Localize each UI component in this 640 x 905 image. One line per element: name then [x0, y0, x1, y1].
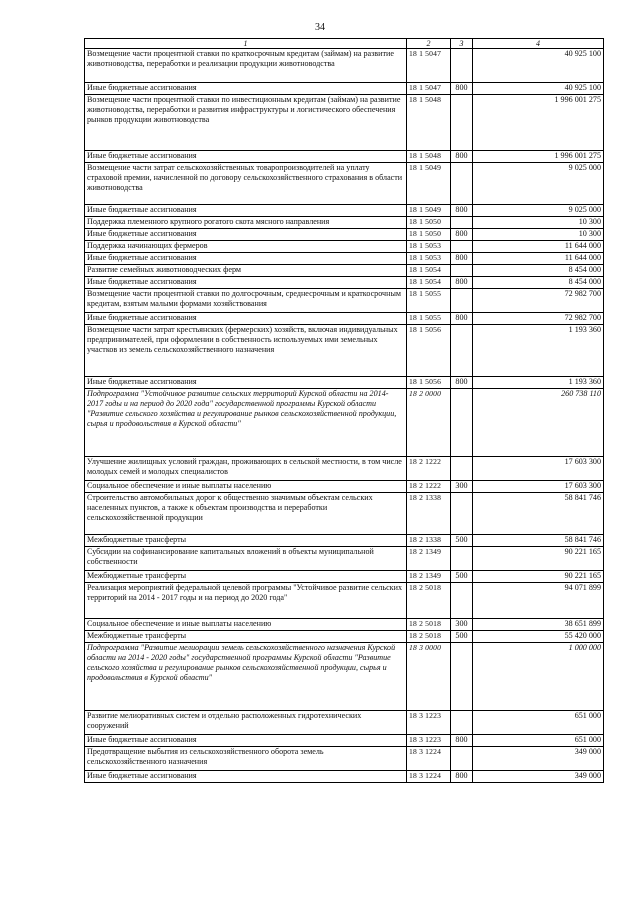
row-name: Развитие семейных животноводческих ферм [85, 265, 407, 277]
table-row [85, 571, 604, 583]
row-name: Предотвращение выбытия из сельскохозяйственного оборота земель сельскохозяйственного назначения [85, 747, 407, 771]
table-row [85, 205, 604, 217]
row-expense-type [451, 583, 473, 619]
row-target-code: 18 1 5047 [407, 49, 451, 83]
row-name: Иные бюджетные ассигнования [85, 771, 407, 783]
row-amount: 40 925 100 [473, 49, 604, 83]
row-name: Поддержка племенного крупного рогатого скота мясного направления [85, 217, 407, 229]
row-expense-type [451, 457, 473, 481]
row-target-code: 18 3 1223 [407, 735, 451, 747]
table-row [85, 535, 604, 547]
row-amount: 8 454 000 [473, 277, 604, 289]
row-name: Иные бюджетные ассигнования [85, 229, 407, 241]
table-row [85, 389, 604, 457]
row-expense-type [451, 95, 473, 151]
table-row [85, 289, 604, 313]
row-name: Иные бюджетные ассигнования [85, 377, 407, 389]
table-row [85, 583, 604, 619]
row-amount: 651 000 [473, 735, 604, 747]
table-row [85, 457, 604, 481]
row-expense-type: 800 [451, 735, 473, 747]
row-target-code: 18 1 5055 [407, 313, 451, 325]
table-header-row [85, 39, 604, 49]
row-amount: 651 000 [473, 711, 604, 735]
row-amount: 9 025 000 [473, 163, 604, 205]
row-expense-type: 500 [451, 535, 473, 547]
table-row [85, 619, 604, 631]
table-row [85, 241, 604, 253]
row-expense-type: 800 [451, 229, 473, 241]
row-expense-type: 800 [451, 253, 473, 265]
row-amount: 90 221 165 [473, 571, 604, 583]
row-target-code: 18 1 5053 [407, 253, 451, 265]
row-target-code: 18 2 1338 [407, 535, 451, 547]
row-amount: 1 996 001 275 [473, 95, 604, 151]
row-name: Иные бюджетные ассигнования [85, 205, 407, 217]
row-amount: 349 000 [473, 747, 604, 771]
row-expense-type: 500 [451, 571, 473, 583]
table-row [85, 217, 604, 229]
row-expense-type [451, 289, 473, 313]
row-name: Возмещение части затрат крестьянских (фермерских) хозяйств, включая индивидуальных предпринимателей, при оформлении в собственность используемых ими земельных участков из земель сельскохозяйственного назначения [85, 325, 407, 377]
row-amount: 1 193 360 [473, 325, 604, 377]
row-name: Развитие мелиоративных систем и отдельно расположенных гидротехнических сооружений [85, 711, 407, 735]
row-amount: 40 925 100 [473, 83, 604, 95]
row-amount: 58 841 746 [473, 493, 604, 535]
row-amount: 1 193 360 [473, 377, 604, 389]
table-row [85, 313, 604, 325]
row-target-code: 18 2 1222 [407, 457, 451, 481]
row-name: Возмещение части процентной ставки по долгосрочным, среднесрочным и краткосрочным кредитам, взятым малыми формами хозяйствования [85, 289, 407, 313]
row-target-code: 18 2 1349 [407, 547, 451, 571]
row-name: Иные бюджетные ассигнования [85, 735, 407, 747]
row-name: Социальное обеспечение и иные выплаты населению [85, 619, 407, 631]
row-amount: 17 603 300 [473, 457, 604, 481]
row-expense-type [451, 711, 473, 735]
row-name: Поддержка начинающих фермеров [85, 241, 407, 253]
row-target-code: 18 3 1224 [407, 747, 451, 771]
row-amount: 349 000 [473, 771, 604, 783]
row-name: Возмещение части затрат сельскохозяйственных товаропроизводителей на уплату страховой премии, начисленной по договору сельскохозяйственного страхования в области животноводства [85, 163, 407, 205]
row-expense-type [451, 217, 473, 229]
table-row [85, 643, 604, 711]
row-amount: 90 221 165 [473, 547, 604, 571]
row-expense-type [451, 163, 473, 205]
row-amount: 11 644 000 [473, 241, 604, 253]
table-row [85, 253, 604, 265]
row-target-code: 18 1 5048 [407, 151, 451, 163]
row-target-code: 18 2 0000 [407, 389, 451, 457]
row-expense-type [451, 265, 473, 277]
row-target-code: 18 2 5018 [407, 583, 451, 619]
row-name: Иные бюджетные ассигнования [85, 253, 407, 265]
row-amount: 38 651 899 [473, 619, 604, 631]
row-target-code: 18 1 5055 [407, 289, 451, 313]
row-target-code: 18 2 1338 [407, 493, 451, 535]
row-name: Иные бюджетные ассигнования [85, 151, 407, 163]
row-amount: 55 420 000 [473, 631, 604, 643]
row-name: Улучшение жилищных условий граждан, проживающих в сельской местности, в том числе молодых семей и молодых специалистов [85, 457, 407, 481]
table-row [85, 771, 604, 783]
row-target-code: 18 2 1222 [407, 481, 451, 493]
row-name: Межбюджетные трансферты [85, 571, 407, 583]
row-name: Иные бюджетные ассигнования [85, 83, 407, 95]
row-expense-type: 800 [451, 205, 473, 217]
row-target-code: 18 1 5049 [407, 163, 451, 205]
table-row [85, 49, 604, 83]
row-expense-type [451, 493, 473, 535]
row-expense-type [451, 325, 473, 377]
row-name: Возмещение части процентной ставки по краткосрочным кредитам (займам) на развитие животноводства, переработки и реализации продукции животноводства [85, 49, 407, 83]
row-amount: 17 603 300 [473, 481, 604, 493]
row-expense-type: 800 [451, 313, 473, 325]
row-target-code: 18 3 1223 [407, 711, 451, 735]
row-target-code: 18 3 1224 [407, 771, 451, 783]
header-vr: 3 [451, 39, 473, 49]
row-amount: 10 300 [473, 217, 604, 229]
row-expense-type [451, 747, 473, 771]
row-target-code: 18 3 0000 [407, 643, 451, 711]
row-target-code: 18 1 5056 [407, 377, 451, 389]
row-amount: 72 982 700 [473, 313, 604, 325]
header-name: 1 [85, 39, 407, 49]
row-target-code: 18 1 5049 [407, 205, 451, 217]
header-csr: 2 [407, 39, 451, 49]
row-expense-type: 500 [451, 631, 473, 643]
row-target-code: 18 1 5056 [407, 325, 451, 377]
row-amount: 1 996 001 275 [473, 151, 604, 163]
table-row [85, 747, 604, 771]
row-amount: 58 841 746 [473, 535, 604, 547]
table-row [85, 377, 604, 389]
row-expense-type [451, 241, 473, 253]
row-expense-type: 800 [451, 771, 473, 783]
table-row [85, 229, 604, 241]
table-row [85, 735, 604, 747]
row-name: Иные бюджетные ассигнования [85, 277, 407, 289]
page-number: 34 [315, 22, 325, 33]
row-amount: 9 025 000 [473, 205, 604, 217]
table-row [85, 95, 604, 151]
row-name: Реализация мероприятий федеральной целевой программы "Устойчивое развитие сельских территорий на 2014 - 2017 годы и на период до 2020 года" [85, 583, 407, 619]
budget-table [84, 38, 604, 783]
table-row [85, 163, 604, 205]
row-target-code: 18 1 5047 [407, 83, 451, 95]
row-expense-type: 800 [451, 277, 473, 289]
row-name: Субсидии на софинансирование капитальных вложений в объекты муниципальной собственности [85, 547, 407, 571]
table-row [85, 631, 604, 643]
row-target-code: 18 2 1349 [407, 571, 451, 583]
row-target-code: 18 1 5054 [407, 277, 451, 289]
row-name: Иные бюджетные ассигнования [85, 313, 407, 325]
table-row [85, 151, 604, 163]
row-target-code: 18 2 5018 [407, 631, 451, 643]
row-target-code: 18 1 5053 [407, 241, 451, 253]
row-name: Возмещение части процентной ставки по инвестиционным кредитам (займам) на развитие животноводства, переработки и развития инфраструктуры и логистического обеспечения рынков продукции животноводства [85, 95, 407, 151]
row-name: Социальное обеспечение и иные выплаты населению [85, 481, 407, 493]
row-amount: 72 982 700 [473, 289, 604, 313]
row-expense-type [451, 643, 473, 711]
row-expense-type: 300 [451, 619, 473, 631]
row-target-code: 18 2 5018 [407, 619, 451, 631]
row-expense-type [451, 547, 473, 571]
table-body [85, 49, 604, 783]
table-row [85, 711, 604, 735]
row-target-code: 18 1 5048 [407, 95, 451, 151]
row-expense-type: 800 [451, 83, 473, 95]
table-row [85, 547, 604, 571]
table-row [85, 481, 604, 493]
row-amount: 11 644 000 [473, 253, 604, 265]
header-sum: 4 [473, 39, 604, 49]
row-target-code: 18 1 5050 [407, 229, 451, 241]
row-amount: 260 738 110 [473, 389, 604, 457]
table-row [85, 277, 604, 289]
row-name: Межбюджетные трансферты [85, 631, 407, 643]
row-name: Подпрограмма "Устойчивое развитие сельских территорий Курской области на 2014-2017 годы и на период до 2020 года" государственной программы Курской области "Развитие сельского хозяйства и регулирование рынков сельскохозяйственной продукции, сырья и продовольствия в Курской области" [85, 389, 407, 457]
table-row [85, 493, 604, 535]
row-expense-type: 300 [451, 481, 473, 493]
row-name: Межбюджетные трансферты [85, 535, 407, 547]
row-name: Подпрограмма "Развитие мелиорации земель сельскохозяйственного назначения Курской области на 2014 - 2020 годы" государственной программы Курской области "Развитие сельского хозяйства и регулирование рынков сельскохозяйственной продукции, сырья и продовольствия в Курской области" [85, 643, 407, 711]
table-row [85, 265, 604, 277]
row-amount: 10 300 [473, 229, 604, 241]
table-row [85, 325, 604, 377]
row-target-code: 18 1 5054 [407, 265, 451, 277]
row-amount: 8 454 000 [473, 265, 604, 277]
row-target-code: 18 1 5050 [407, 217, 451, 229]
row-expense-type: 800 [451, 151, 473, 163]
row-expense-type [451, 49, 473, 83]
row-name: Строительство автомобильных дорог к общественно значимым объектам сельских населенных пунктов, а также к объектам производства и переработки сельскохозяйственной продукции [85, 493, 407, 535]
row-amount: 1 000 000 [473, 643, 604, 711]
row-expense-type: 800 [451, 377, 473, 389]
row-expense-type [451, 389, 473, 457]
table-row [85, 83, 604, 95]
row-amount: 94 071 899 [473, 583, 604, 619]
